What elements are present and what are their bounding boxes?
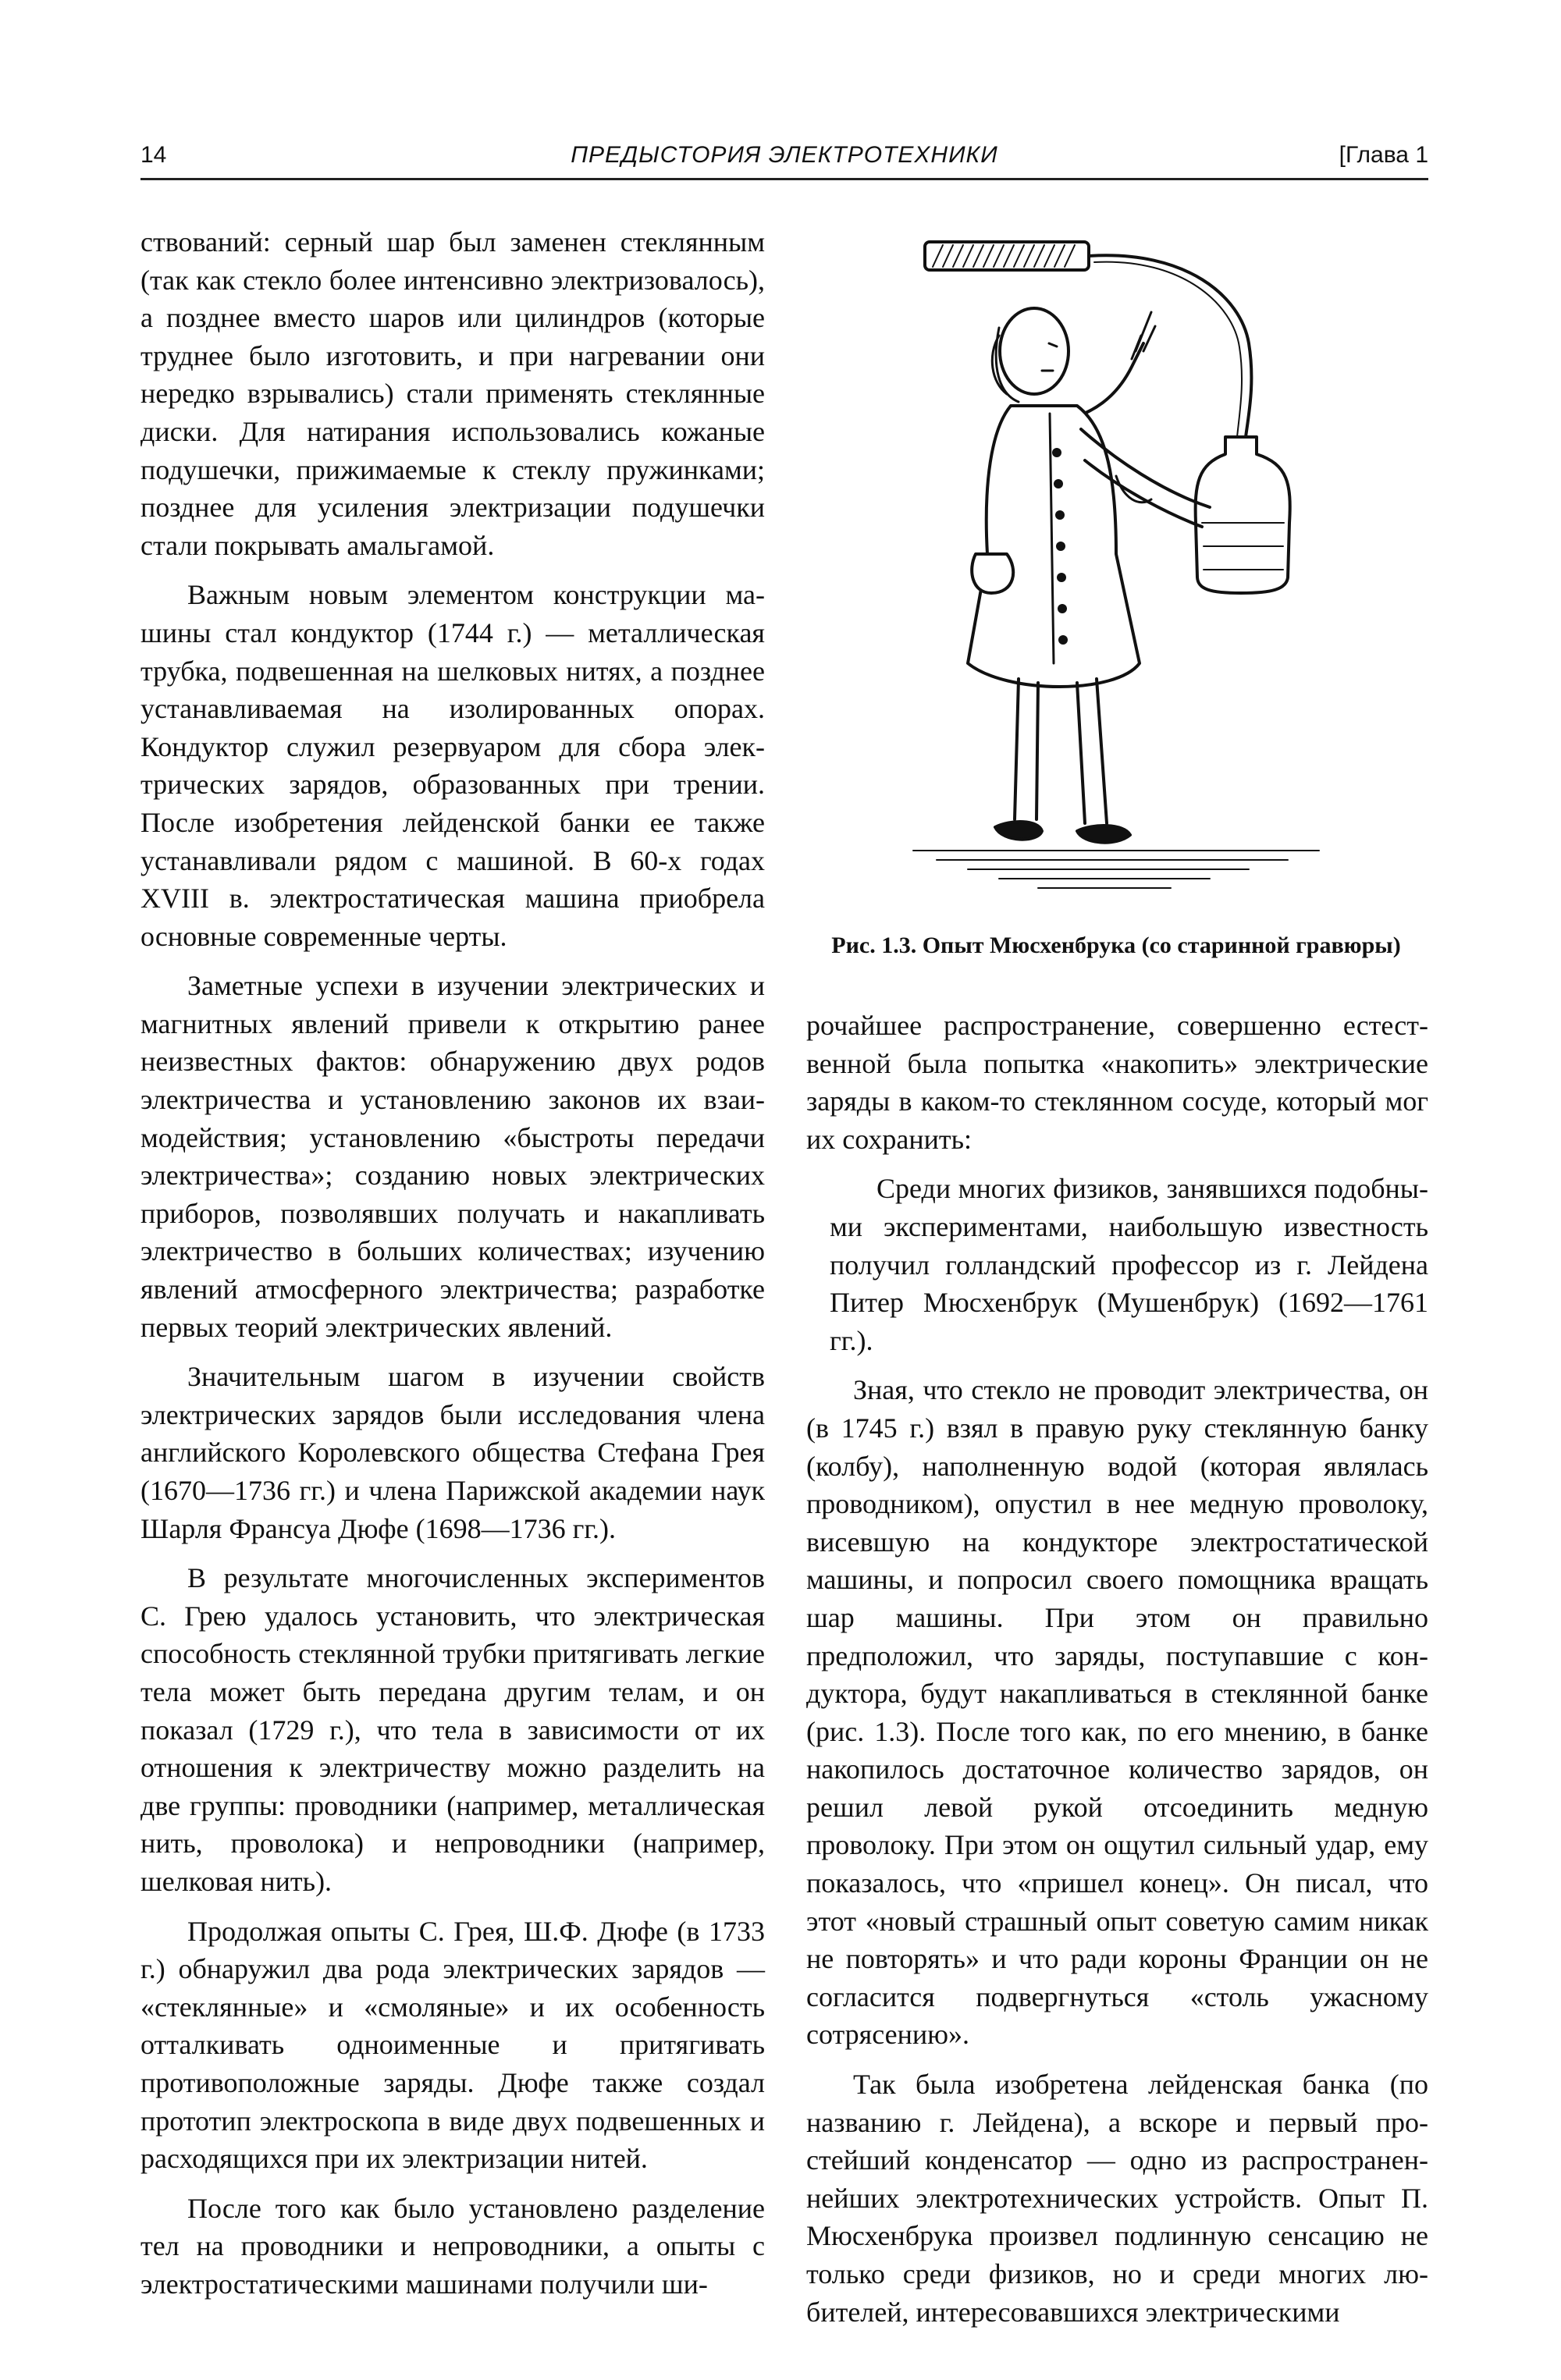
paragraph: ствований: серный шар был заменен стеклянным (так как стекло более интенсивно электризовалось), а позднее вместо шаров или цилиндров (которые труднее было изготовить, и при нагревании они нередко взрывались) стали применять стеклянные диски. Для натирания использовались кожаные подушечки, прижимаемые к стеклу пружинками; позднее для усиления электризации подушечки стали покрывать амальгамой. xyxy=(140,226,765,561)
paragraph: Так была изобретена лейденская банка (по названию г. Лейдена), а вскоре и первый простейший конденсатор — одно из распространеннейших электротехнических устройств. Опыт П. Мюсхенбрука произвел подлинную сенсацию не только среди физиков, но и среди многих любителей, интересовавшихся электрическими xyxy=(806,2069,1428,2328)
figure-caption: Рис. 1.3. Опыт Мюсхенбрука (со старинной гравюры) xyxy=(831,932,1401,958)
left-column xyxy=(140,223,765,2314)
paragraph: рочайшее распространение, совершенно естественной была попытка «накопить» электрические заряды в каком-то стеклянном сосуде, который мог их сохранить: xyxy=(806,1010,1428,1155)
paragraph: Зная, что стекло не проводит электричества, он (в 1745 г.) взял в правую руку стеклянную банку (колбу), наполненную водой (которая являлась проводником), опустил в нее медную проволоку, висевшую на кондукторе электростатической машины, и попросил своего помощника вращать шар машины. При этом он правильно предположил, что заряды, поступавшие с кондуктора, будут накапливаться в стеклянной банке (рис. 1.3). После того как, по его мнению, в банке накопилось достаточное количество зарядов, он решил левой рукой отсоединить медную проволоку. При этом он ощутил сильный удар, ему показалось, что «пришел конец». Он писал, что этот «новый страшный опыт советую самим никак не повторять» и что ради короны Франции он не согласится подвергнуться «столь ужасному сотрясению». xyxy=(806,1374,1428,2051)
ground xyxy=(913,851,1319,888)
engraving-musschenbroek-experiment-icon xyxy=(882,226,1350,929)
running-header xyxy=(140,139,1428,180)
head xyxy=(1000,308,1069,394)
paragraph: Продолжая опыты С. Грея, Ш.Ф. Дюфе (в 1733 г.) обнаружил два рода электрических зарядов — «стеклянные» и «смоляные» и их особенность отталкивать одноименные и притягивать противоположные заряды. Дюфе также создал прототип электроскопа в виде двух подвешенных и расходящихся при их электризации нитей. xyxy=(140,1915,765,2175)
running-title: ПРЕДЫСТОРИЯ ЭЛЕКТРОТЕХНИКИ xyxy=(571,142,998,168)
page-number: 14 xyxy=(140,142,167,168)
paragraph: Заметные успехи в изучении электрических и магнитных явлений привели к открытию ранее неизвестных фактов: обнаружению двух родов электричества и установлению законов их взаимодействия; установлению «быстроты передачи электричества»; созданию новых электрических приборов, позволявших получать и накапливать электричество в больших количествах; изучению явлений атмосферного электричества; разработке первых теорий электрических явлений. xyxy=(140,970,765,1343)
paragraph: В результате многочисленных экспериментов С. Грею удалось установить, что электрическая способность стеклянной трубки притягивать легкие тела может быть передана другим телам, и он показал (1729 г.), что тела в зависимости от их отношения к электричеству можно разделить на две группы: проводники (например, металлическая нить, проволока) и непроводники (например, шелковая нить). xyxy=(140,1562,765,1897)
right-shoe xyxy=(1077,826,1130,843)
copper-wire xyxy=(1089,255,1251,437)
left-leg xyxy=(1015,679,1038,819)
chapter-label: [Глава 1 xyxy=(1339,142,1428,168)
paragraph: Важным новым элементом конструкции машины стал кондуктор (1744 г.) — металлическая трубка, подвешенная на шелковых нитях, а позднее устанавливаемая на изолированных опорах. Кондуктор служил резервуаром для сбора электрических зарядов, образованных при трении. После изобретения лейденской банки ее также устанавливали рядом с машиной. В 60-х годах XVIII в. электростатическая машина приобрела основные современные черты. xyxy=(140,579,765,952)
paragraph: После того как было установлено разделение тел на проводники и непроводники, а опыты с электростатическими машинами получили ши- xyxy=(140,2192,765,2300)
right-column xyxy=(806,1007,1428,2343)
right-leg xyxy=(1077,679,1107,823)
left-shoe xyxy=(995,822,1042,840)
quote-paragraph: Среди многих физиков, занявшихся подобными экспериментами, наибольшую известность получил голландский профессор из г. Лейдена Питер Мюсхенбрук (Мушенбрук) (1692—1761 гг.). xyxy=(830,1173,1428,1356)
paragraph: Значительным шагом в изучении свойств электрических зарядов были исследования члена английского Королевского общества Стефана Грея (1670—1736 гг.) и члена Парижской академии наук Шарля Франсуа Дюфе (1698—1736 гг.). xyxy=(140,1361,765,1544)
figure-musschenbroek-engraving xyxy=(882,226,1350,929)
